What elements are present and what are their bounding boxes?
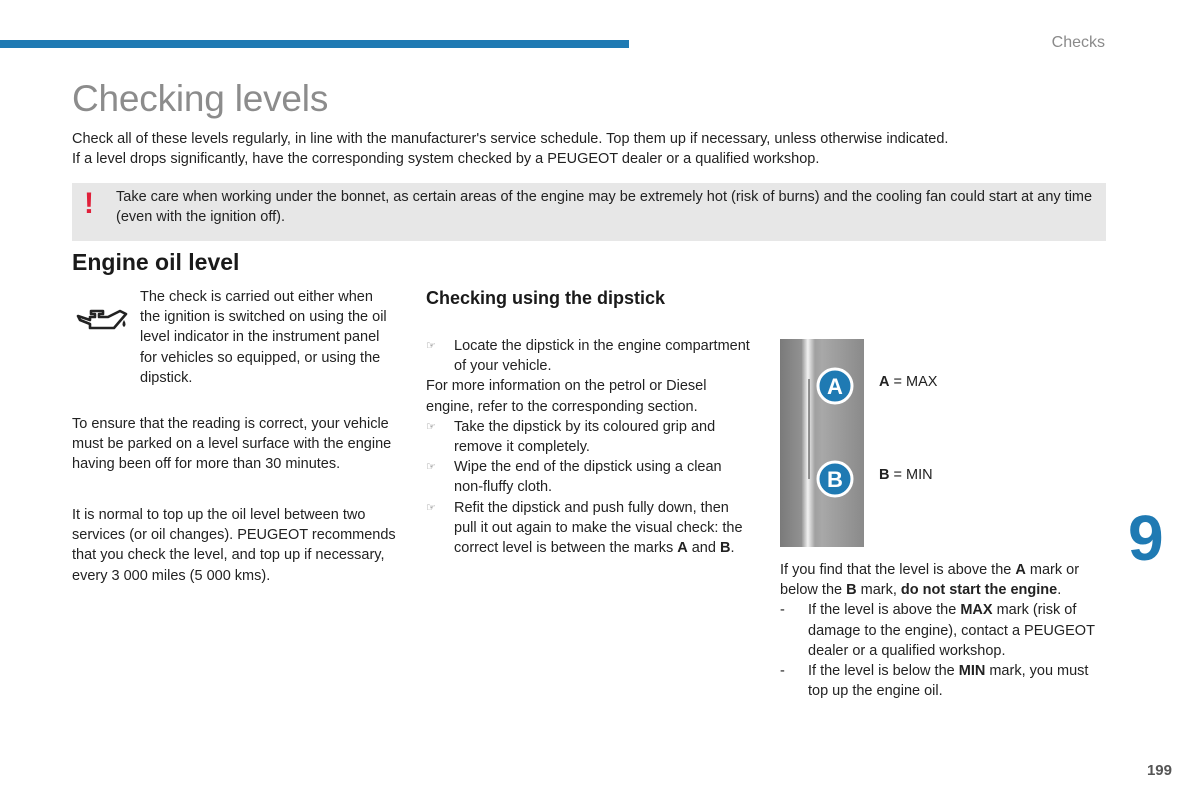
result-mid2: mark,	[856, 582, 901, 599]
item-min-pre: If the level is below the	[808, 663, 959, 680]
step-refit-and: and	[687, 540, 720, 557]
step-locate-text: Locate the dipstick in the engine compartment of your vehicle.	[454, 338, 750, 375]
result-mid: mark or below the	[780, 562, 1080, 599]
header-accent-bar	[0, 40, 629, 48]
dipstick-steps	[426, 336, 752, 558]
step-locate	[426, 336, 752, 376]
section-name: Checks	[1051, 34, 1105, 51]
mark-b-legend	[879, 467, 933, 483]
mark-a-ref: A	[677, 540, 688, 557]
engine-oil-heading: Engine oil level	[72, 249, 240, 275]
step-wipe	[426, 457, 752, 497]
dipstick-illustration	[780, 339, 864, 547]
page-title: Checking levels	[72, 78, 329, 119]
mark-a-legend	[879, 374, 937, 390]
step-remove	[426, 417, 752, 457]
mark-b-legend-text: = MIN	[889, 467, 933, 483]
mark-a-legend-text: = MAX	[889, 374, 938, 390]
result-a: A	[1015, 562, 1026, 578]
item-min-bold: MIN	[958, 663, 986, 680]
dipstick-drawing	[780, 339, 864, 547]
item-max-end: mark (risk of damage to the engine), contact a PEUGEOT dealer or a qualified workshop.	[808, 602, 1095, 659]
mark-a-legend-letter: A	[879, 374, 890, 390]
intro-line-1: Check all of these levels regularly, in line with the manufacturer's service schedule. Top them up if necessary, unless otherwise indicated.	[72, 131, 949, 147]
hand-pointer-icon: ☞	[426, 420, 436, 433]
step-refit-text: Refit the dipstick and push fully down, then pull it out again to make the visual check: the correct level is between the marks	[454, 499, 743, 557]
step-refit-end: .	[730, 540, 735, 557]
result-end: .	[1057, 582, 1062, 599]
chapter-number: 9	[1128, 502, 1164, 574]
hand-pointer-icon: ☞	[426, 340, 436, 352]
mark-b-legend-letter: B	[879, 467, 890, 483]
step-refit	[426, 498, 752, 559]
page-number: 199	[1146, 762, 1172, 779]
engine-note: For more information on the petrol or Diesel engine, refer to the corresponding section.	[426, 378, 707, 415]
result-warning: do not start the engine	[900, 582, 1058, 599]
hand-pointer-icon: ☞	[426, 501, 436, 514]
engine-oil-paragraph-2: To ensure that the reading is correct, your vehicle must be parked on a level surface with the engine having been off for more than 30 minutes.	[72, 416, 392, 473]
dipstick-heading: Checking using the dipstick	[426, 288, 666, 308]
item-max-pre: If the level is above the	[808, 602, 961, 619]
result-item-max	[780, 600, 1110, 661]
hand-pointer-icon: ☞	[426, 461, 436, 474]
engine-oil-intro: The check is carried out either when the ignition is switched on using the oil level indicator in the instrument panel for vehicles so equipped, or using the dipstick.	[140, 289, 387, 386]
mark-a-badge	[818, 369, 852, 403]
result-item-min	[780, 661, 1110, 701]
item-max-bold: MAX	[960, 602, 993, 619]
item-min-end: mark, you must top up the engine oil.	[808, 663, 1089, 700]
result-pre: If you find that the level is above the	[780, 562, 1016, 578]
result-paragraph	[780, 560, 1110, 600]
engine-oil-paragraph-3: It is normal to top up the oil level between two services (or oil changes). PEUGEOT recommends that you check the level, and top up if necessary, every 3 000 miles (5 000 kms).	[72, 507, 396, 584]
result-b: B	[846, 582, 857, 599]
mark-b-ref: B	[719, 540, 731, 557]
mark-b-badge	[818, 462, 852, 496]
mark-b-letter: B	[827, 467, 843, 492]
warning-icon: !	[84, 187, 94, 220]
warning-text: Take care when working under the bonnet, as certain areas of the engine may be extremely hot (risk of burns) and the cooling fan could start at any time (even with the ignition off).	[116, 189, 1093, 225]
result-text	[780, 560, 1110, 701]
intro-line-2: If a level drops significantly, have the corresponding system checked by a PEUGEOT dealer or a qualified workshop.	[72, 151, 820, 167]
step-remove-text: Take the dipstick by its coloured grip and remove it completely.	[454, 418, 716, 456]
dash-marker: -	[780, 602, 785, 619]
mark-a-letter: A	[827, 374, 843, 399]
oil-can-icon	[76, 306, 130, 336]
intro-text	[72, 129, 1112, 169]
dash-marker: -	[780, 663, 785, 680]
step-wipe-text: Wipe the end of the dipstick using a clean non-fluffy cloth.	[454, 459, 722, 496]
